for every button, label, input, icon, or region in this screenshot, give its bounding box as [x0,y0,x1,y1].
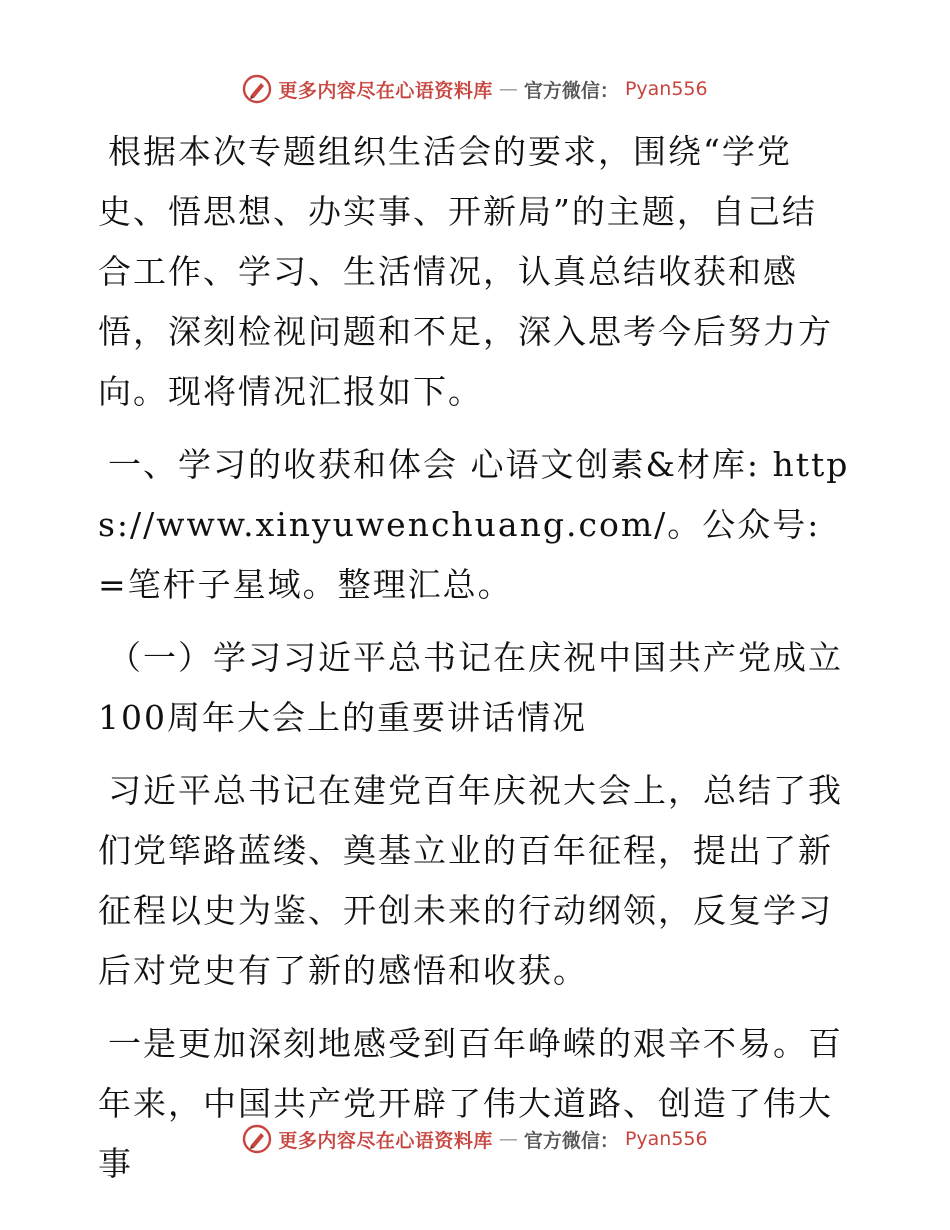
watermark-separator: — [498,78,518,100]
watermark-main-text: 更多内容尽在心语资料库 [278,79,493,102]
header-watermark [0,74,950,104]
footer-watermark [0,1124,950,1154]
pen-logo-icon [242,1124,272,1154]
pen-logo-icon [242,74,272,104]
watermark-wechat-id: Pyan556 [624,1128,708,1150]
watermark-wechat-label: 官方微信： [523,1129,619,1152]
subsection-heading: （一）学习习近平总书记在庆祝中国共产党成立100周年大会上的重要讲话情况 [98,638,843,737]
body-paragraph: 习近平总书记在建党百年庆祝大会上，总结了我们党筚路蓝缕、奠基立业的百年征程，提出了新征程以史为鉴、开创未来的行动纲领，反复学习后对党史有了新的感悟和收获。 [98,771,843,990]
body-paragraph: 一是更加深刻地感受到百年峥嵘的艰辛不易。百年来，中国共产党开辟了伟大道路、创造了伟大事 [98,1024,843,1183]
watermark-wechat-id: Pyan556 [624,78,708,100]
intro-paragraph: 根据本次专题组织生活会的要求，围绕“学党史、悟思想、办实事、开新局”的主题，自己结合工作、学习、生活情况，认真总结收获和感悟，深刻检视问题和不足，深入思考今后努力方向。现将情况汇报如下。 [98,132,833,411]
watermark-main-text: 更多内容尽在心语资料库 [278,1129,493,1152]
watermark-separator: — [498,1128,518,1150]
section-heading-paragraph: 一、学习的收获和体会 心语文创素&材库: https://www.xinyuwenchuang.com/。公众号: =笔杆子星域。整理汇总。 [98,445,850,604]
document-body [98,122,850,1207]
watermark-wechat-label: 官方微信： [523,79,619,102]
